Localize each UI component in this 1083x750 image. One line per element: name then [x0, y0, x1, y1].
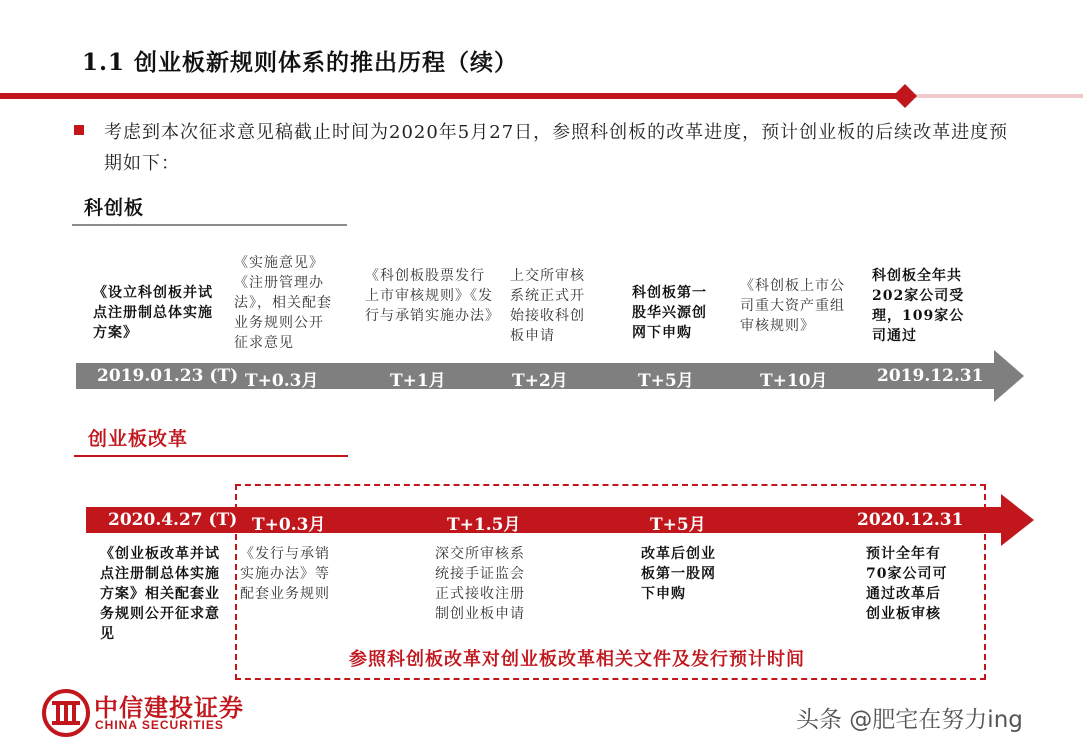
kcb-timeline-label-1: 2019.01.23 (T) [97, 366, 239, 386]
cyb-col-1: 《创业板改革并试点注册制总体实施方案》相关配套业务规则公开征求意见 [100, 546, 220, 642]
logo-english-name: CHINA SECURITIES [95, 718, 224, 732]
citic-logo-icon [42, 689, 90, 737]
kcb-section-label: 科创板 [84, 197, 145, 219]
cyb-timeline-label-1: 2020.4.27 (T) [108, 510, 238, 530]
kcb-col-4: 上交所审核系统正式开始接收科创板申请 [510, 268, 585, 344]
kcb-timeline-label-7: 2019.12.31 [877, 366, 984, 386]
cyb-section-label: 创业板改革 [88, 428, 189, 450]
cyb-col-4: 改革后创业板第一股网下申购 [641, 546, 716, 602]
logo-chinese-name: 中信建投证券 [94, 693, 244, 722]
kcb-timeline-label-6: T+10月 [760, 371, 828, 391]
kcb-label-underline [72, 224, 347, 226]
cyb-timeline-label-5: 2020.12.31 [857, 510, 964, 530]
page-title: 1.1 创业板新规则体系的推出历程（续） [82, 49, 519, 76]
watermark-text: 头条 @肥宅在努力ing [796, 707, 1023, 733]
kcb-col-6: 《科创板上市公司重大资产重组审核规则》 [740, 278, 845, 334]
kcb-col-2: 《实施意见》《注册管理办法》，相关配套业务规则公开征求意见 [234, 255, 332, 351]
kcb-timeline-label-5: T+5月 [638, 371, 694, 391]
kcb-timeline-label-3: T+1月 [390, 371, 446, 391]
kcb-col-3: 《科创板股票发行上市审核规则》《发行与承销实施办法》 [365, 268, 500, 324]
kcb-timeline-label-4: T+2月 [512, 371, 568, 391]
header-rule [0, 84, 1083, 108]
cyb-timeline-label-4: T+5月 [650, 515, 706, 535]
cyb-col-5: 预计全年有70家公司可通过改革后创业板审核 [866, 546, 948, 622]
kcb-col-7: 科创板全年共202家公司受理，109家公司通过 [872, 268, 965, 344]
kcb-col-1: 《设立科创板并试点注册制总体实施方案》 [93, 285, 213, 341]
cyb-timeline-label-2: T+0.3月 [252, 515, 326, 535]
cyb-timeline-label-3: T+1.5月 [447, 515, 521, 535]
bullet-square-icon [74, 125, 84, 135]
cyb-col-3: 深交所审核系统接手证监会正式接收注册制创业板申请 [435, 546, 525, 622]
cyb-col-2: 《发行与承销实施办法》等配套业务规则 [240, 546, 330, 602]
cyb-caption: 参照科创板改革对创业板改革相关文件及发行预计时间 [349, 649, 805, 670]
kcb-timeline-label-2: T+0.3月 [245, 371, 319, 391]
cyb-label-underline [74, 455, 348, 457]
kcb-col-5: 科创板第一股华兴源创网下申购 [632, 285, 707, 341]
intro-text: 考虑到本次征求意见稿截止时间为2020年5月27日，参照科创板的改革进度，预计创业板的后续改革进度预期如下： [104, 122, 1009, 174]
